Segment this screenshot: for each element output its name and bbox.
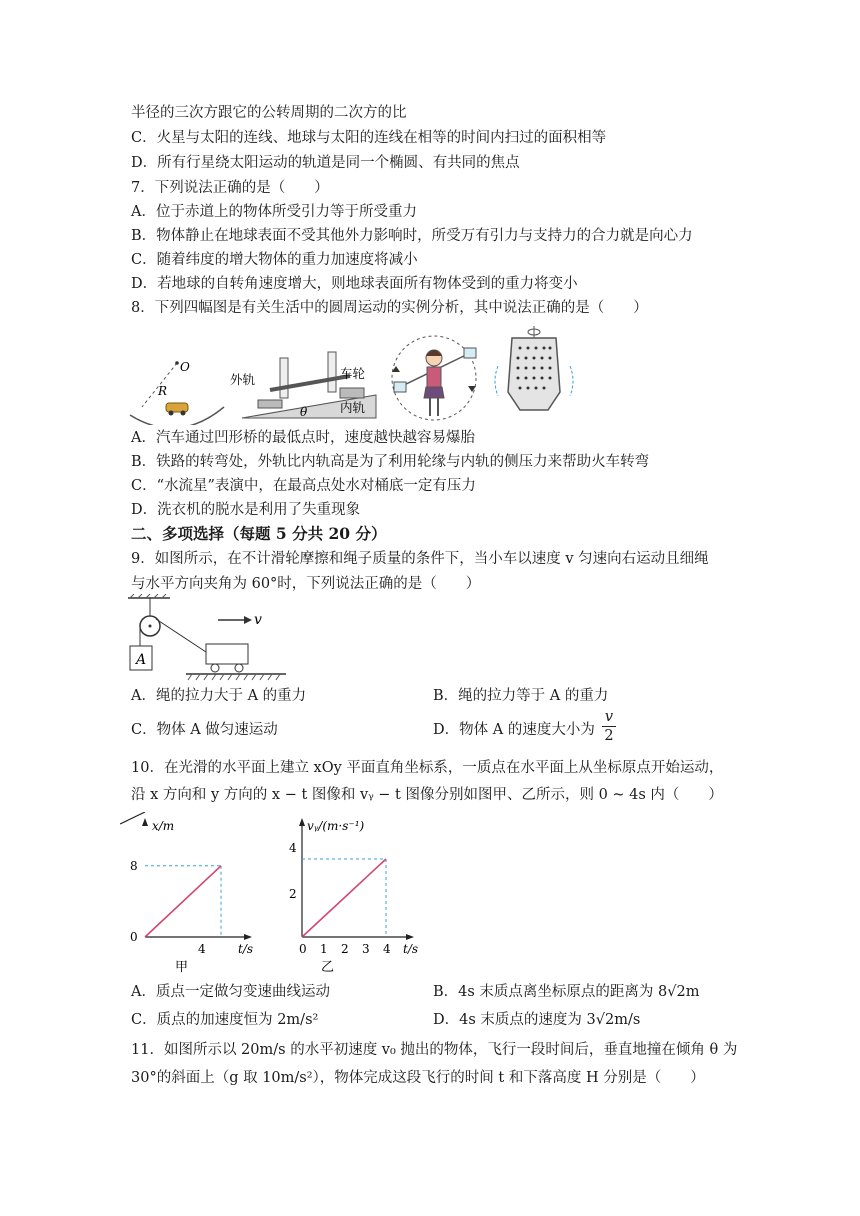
velocity-label: v [254,612,262,628]
q8-option-c: C．“水流星”表演中，在最高点处水对桶底一定有压力 [131,478,476,494]
y-tick-label: 8 [130,859,138,873]
chart-caption: 乙 [321,960,335,975]
fraction-denominator: 2 [604,728,614,744]
question-10-line1: 10．在光滑的水平面上建立 xOy 平面直角坐标系，一质点在水平面上从坐标原点开始运动， [131,760,724,776]
question-11-line2: 30°的斜面上（g 取 10m/s²），物体完成这段飞行的时间 t 和下落高度 H 分别是（ ） [131,1070,705,1086]
question-9-line2: 与水平方向夹角为 60°时，下列说法正确的是（ ） [131,576,481,592]
question-9-line1: 9．如图所示，在不计滑轮摩擦和绳子质量的条件下，当小车以速度 v 匀速向右运动且细绳 [131,551,709,567]
q10-option-d: D．4s 末质点的速度为 3√2m/s [433,1012,641,1028]
q7-option-a: A．位于赤道上的物体所受引力等于所受重力 [131,204,417,220]
pulley-figure [126,594,291,682]
block-a-label: A [136,652,147,668]
x-axis-label: t/s [403,942,419,956]
x-axis-label: t/s [238,942,254,956]
x-tick-label: 4 [383,942,391,956]
section-2-title: 二、多项选择（每题 5 分共 20 分） [131,524,387,543]
text-line: 半径的三次方跟它的公转周期的二次方的比 [131,105,407,121]
question-11-line1: 11．如图所示以 20m/s 的水平初速度 v₀ 抛出的物体，飞行一段时间后，垂直地撞在倾角 θ 为 [131,1042,738,1058]
q10-option-b: B．4s 末质点离坐标原点的距离为 8√2m [433,984,700,1000]
y-axis-label: vᵧ/(m·s⁻¹) [307,819,365,833]
q8-option-d: D．洗衣机的脱水是利用了失重现象 [131,502,361,518]
option-c: C．火星与太阳的连线、地球与太阳的连线在相等的时间内扫过的面积相等 [131,130,607,146]
washer-drum-figure [488,326,580,424]
x-tick-label: 1 [320,942,328,956]
fraction-v-over-2 [602,708,616,745]
q7-option-c: C．随着纬度的增大物体的重力加速度将减小 [131,252,418,268]
bridge-radius-label: R [158,384,168,398]
q9-option-d: D．物体 A 的速度大小为 [433,722,595,738]
x-tick-label: 4 [198,942,206,956]
bridge-center-label: O [180,360,190,374]
question-8: 8．下列四幅图是有关生活中的圆周运动的实例分析，其中说法正确的是（ ） [131,300,648,316]
chart-yi [285,812,455,977]
q8-option-a: A．汽车通过凹形桥的最低点时，速度越快越容易爆胎 [131,430,475,446]
outer-rail-label: 外轨 [230,372,256,387]
fraction-numerator: v [602,708,616,727]
series-line [145,866,221,937]
wheel-label: 车轮 [340,366,366,381]
x-tick-label: 0 [299,942,307,956]
q9-option-c: C．物体 A 做匀速运动 [131,722,278,738]
option-d: D．所有行星绕太阳运动的轨道是同一个椭圆、有共同的焦点 [131,155,520,171]
q7-option-b: B．物体静止在地球表面不受其他外力影响时，所受万有引力与支持力的合力就是向心力 [131,228,693,244]
question-7: 7．下列说法正确的是（ ） [131,180,329,196]
series-line [302,859,386,937]
y-axis-label: x/m [152,819,175,833]
y-tick-label: 4 [289,841,297,855]
rail-figure [230,350,380,422]
q9-option-b: B．绳的拉力等于 A 的重力 [433,688,609,704]
y-axis [120,812,145,824]
chart-jia [120,812,290,977]
q9-option-a: A．绳的拉力大于 A 的重力 [131,688,307,704]
q10-option-c: C．质点的加速度恒为 2m/s² [131,1012,319,1028]
angle-label: θ [300,405,308,419]
x-tick-label: 2 [341,942,349,956]
bridge-figure [128,345,226,425]
q10-option-a: A．质点一定做匀变速曲线运动 [131,984,330,1000]
q8-option-b: B．铁路的转弯处，外轨比内轨高是为了利用轮缘与内轨的侧压力来帮助火车转弯 [131,454,650,470]
y-tick-label: 0 [130,930,138,944]
x-tick-label: 3 [362,942,370,956]
q7-option-d: D．若地球的自转角速度增大，则地球表面所有物体受到的重力将变小 [131,276,578,292]
inner-rail-label: 内轨 [340,400,366,415]
y-tick-label: 2 [289,887,297,901]
question-10-line2: 沿 x 方向和 y 方向的 x − t 图像和 vᵧ − t 图像分别如图甲、乙所示，则 0 ~ 4s 内（ ） [131,787,723,803]
water-meteor-figure [388,332,480,424]
chart-caption: 甲 [175,960,189,975]
